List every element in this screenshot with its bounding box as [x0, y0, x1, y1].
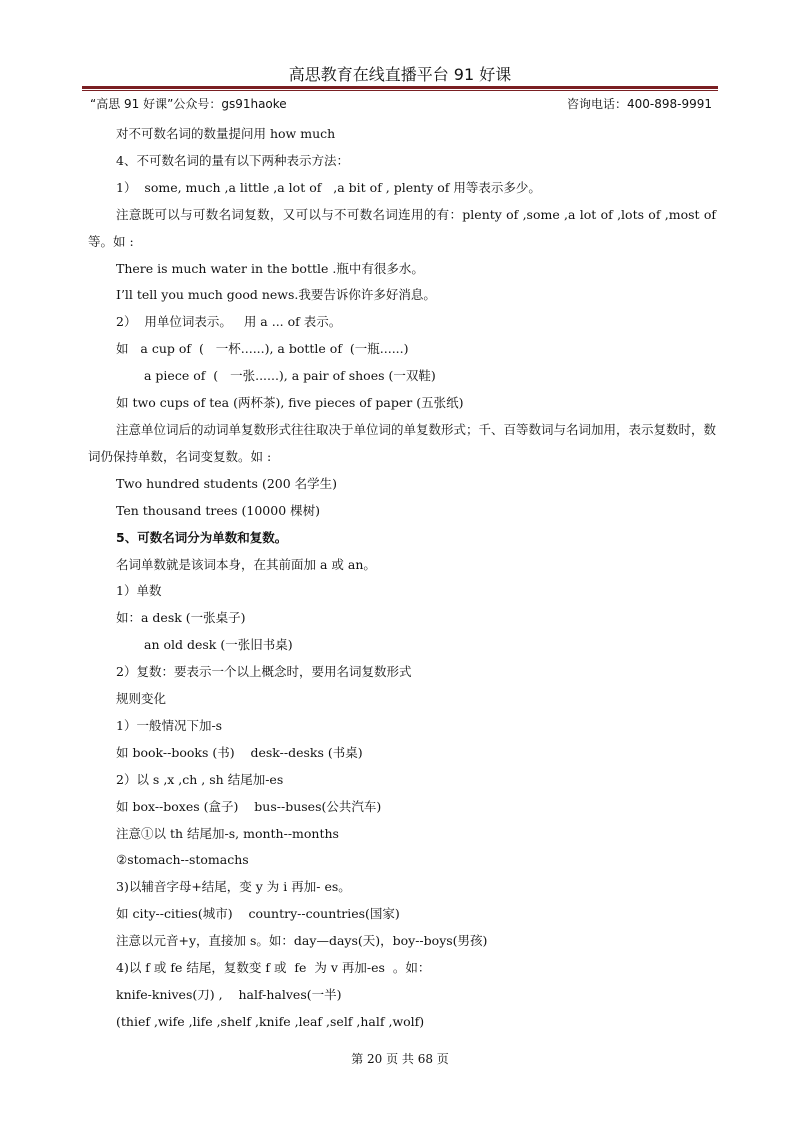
text-line: 1） some, much ,a little ,a lot of ,a bit of , plenty of 用等表示多少。 — [116, 179, 541, 195]
text-line: 对不可数名词的数量提问用 how much — [116, 126, 336, 141]
header-rule-thick — [82, 86, 718, 89]
text-line: 如 city--cities(城市) country--countries(国家) — [116, 906, 400, 922]
text-line: 1）单数 — [116, 583, 162, 599]
text-line: 4)以 f 或 fe 结尾，复数变 f 或 fe 为 v 再加-es 。如： — [116, 960, 431, 976]
text-line: 2）以 s ,x ,ch , sh 结尾加-es — [116, 771, 284, 787]
text-line: a piece of ( 一张......), a pair of shoes (一双鞋) — [144, 368, 436, 384]
text-line: 如：a desk (一张桌子) — [116, 610, 246, 626]
text-line: 如 box--boxes (盒子) bus--buses(公共汽车) — [116, 798, 382, 814]
text-line: 如 two cups of tea (两杯茶), five pieces of paper (五张纸) — [116, 395, 464, 411]
header-phone: 咨询电话：400-898-9991 — [566, 97, 712, 111]
text-line: ②stomach--stomachs — [116, 852, 249, 868]
text-line: Ten thousand trees (10000 棵树) — [116, 502, 321, 518]
text-line: 如 a cup of ( 一杯......), a bottle of (一瓶......) — [116, 341, 409, 357]
text-line: Two hundred students (200 名学生) — [116, 475, 338, 491]
text-line: an old desk (一张旧书桌) — [144, 637, 293, 653]
document-body — [88, 121, 716, 1036]
text-line: 如 book--books (书) desk--desks (书桌) — [116, 744, 363, 760]
text-line: 2） 用单位词表示。 用 a ... of 表示。 — [116, 314, 342, 330]
text-line: 1）一般情况下加-s — [116, 717, 223, 733]
header-rule-thin — [82, 90, 718, 91]
text-line: 3)以辅音字母+结尾，变 y 为 i 再加- es。 — [116, 879, 351, 895]
text-line: 规则变化 — [116, 691, 167, 707]
page-footer: 第 20 页 共 68 页 — [351, 1052, 449, 1066]
text-line: There is much water in the bottle .瓶中有很多水。 — [116, 260, 424, 276]
text-line: 注意①以 th 结尾加-s, month--months — [116, 825, 339, 841]
text-line: I’ll tell you much good news.我要告诉你许多好消息。 — [116, 287, 436, 303]
section-heading: 5、可数名词分为单数和复数。 — [116, 529, 288, 545]
text-paragraph: 注意既可以与可数名词复数，又可以与不可数名词连用的有：plenty of ,some ,a lot of ,lots of ,most of 等。如 : — [88, 206, 716, 249]
text-line: 注意以元音+y，直接加 s。如：day—days(天)，boy--boys(男孩) — [116, 933, 488, 949]
text-line: 2）复数：要表示一个以上概念时，要用名词复数形式 — [116, 664, 412, 680]
text-line: knife-knives(刀) , half-halves(一半) — [116, 987, 342, 1002]
text-paragraph: 注意单位词后的动词单复数形式往往取决于单位词的单复数形式；千、百等数词与名词加用，表示复数时，数词仍保持单数，名词变复数。如 : — [88, 421, 717, 464]
header-account: “高思 91 好课”公众号：gs91haoke — [90, 97, 287, 111]
text-line: (thief ,wife ,life ,shelf ,knife ,leaf ,self ,half ,wolf) — [116, 1013, 425, 1029]
text-line: 4、不可数名词的量有以下两种表示方法： — [116, 152, 349, 168]
text-line: 名词单数就是该词本身，在其前面加 a 或 an。 — [116, 556, 376, 572]
header-title: 高思教育在线直播平台 91 好课 — [288, 65, 512, 84]
